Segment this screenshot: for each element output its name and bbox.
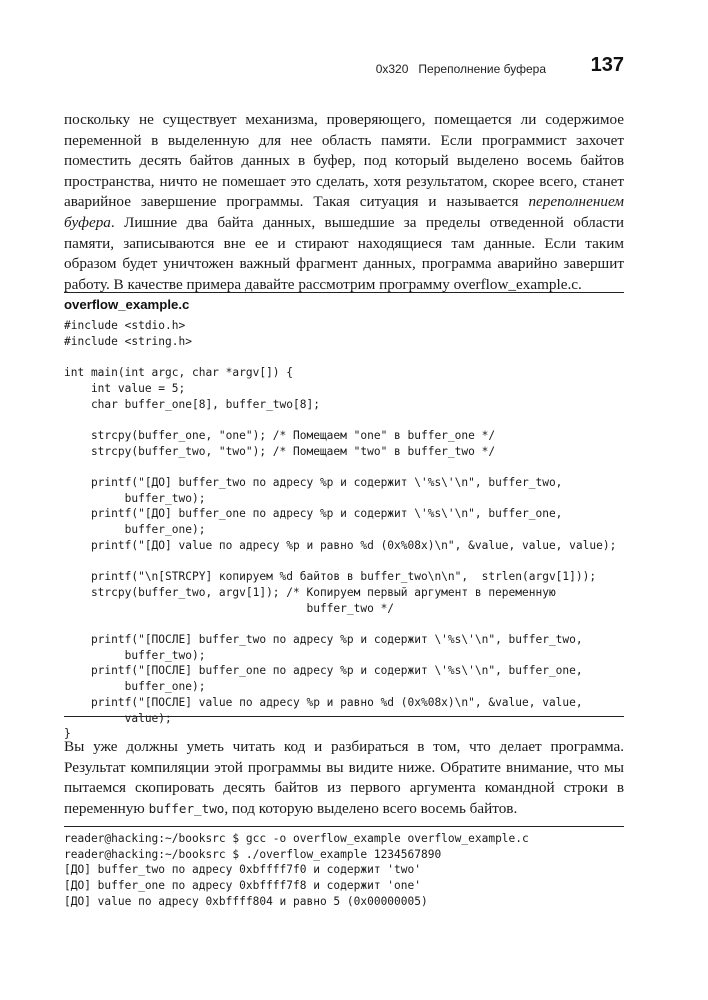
code-line: printf("[ДО] value по адресу %p и равно %d (0x%08x)\n", &value, value, value);	[64, 538, 617, 552]
code-line: buffer_two);	[64, 648, 206, 662]
code-line: #include <string.h>	[64, 334, 192, 348]
section-code: 0x320	[375, 62, 409, 76]
code-listing	[64, 318, 616, 742]
code-line: #include <stdio.h>	[64, 319, 186, 332]
terminal-output	[64, 831, 529, 910]
code-line: printf("[ДО] buffer_two по адресу %p и содержит \'%s\'\n", buffer_two,	[64, 476, 563, 490]
code-line: strcpy(buffer_two, "two"); /* Помещаем "two" в buffer_two */	[64, 444, 496, 458]
paragraph-text: Вы уже должны уметь читать код и разбираться в том, что делает программа. Результат компиляции этой программы вы видите ниже. Обратите внимание, что мы пытаемся скопировать десять байтов из первого аргумента командной строки в переменную	[64, 738, 624, 817]
body-paragraph-1	[64, 110, 624, 295]
terminal-line: reader@hacking:~/booksrc $ ./overflow_example 1234567890	[64, 847, 442, 861]
listing-bottom-rule	[64, 716, 624, 717]
terminal-line: [ДО] value по адресу 0xbffff804 и равно 5 (0x00000005)	[64, 894, 428, 908]
code-line: printf("[ПОСЛЕ] value по адресу %p и равно %d (0x%08x)\n", &value, value,	[64, 695, 583, 709]
running-header	[64, 52, 624, 80]
listing-top-rule	[64, 292, 624, 293]
code-line: strcpy(buffer_one, "one"); /* Помещаем "one" в buffer_one */	[64, 428, 496, 442]
paragraph-text: поскольку не существует механизма, проверяющего, помещается ли содержимое переменной в выделенную для нее область памяти. Если программист захочет поместить десять байтов данных в буфер, под который выделено восемь байтов пространства, ничто не помешает это сделать, хотя результатом, скорее всего, станет аварийное завершение программы. Такая ситуация и называется	[64, 111, 624, 211]
emphasis-term: переполнением буфера	[64, 193, 624, 231]
code-line: buffer_two);	[64, 491, 206, 505]
code-line: buffer_one);	[64, 523, 206, 537]
terminal-line: [ДО] buffer_two по адресу 0xbffff7f0 и содержит 'two'	[64, 863, 421, 877]
code-line: }	[64, 727, 71, 741]
code-line: int main(int argc, char *argv[]) {	[64, 366, 294, 380]
code-line: printf("[ПОСЛЕ] buffer_one по адресу %p и содержит \'%s\'\n", buffer_one,	[64, 664, 583, 678]
chapter-title: Переполнение буфера	[418, 62, 546, 76]
paragraph-text: , под которую выделено всего восемь байтов.	[224, 799, 518, 817]
code-line: buffer_one);	[64, 680, 206, 694]
terminal-top-rule	[64, 826, 624, 827]
running-header-title	[376, 62, 546, 76]
code-line: buffer_two */	[64, 601, 395, 615]
body-paragraph-2	[64, 737, 624, 819]
inline-code: buffer_two	[148, 800, 225, 816]
paragraph-text: . Лишние два байта данных, вышедшие за пределы отведенной области памяти, записываются вне ее и стирают находящиеся там данные. Если таким образом будет уничтожен важный фрагмент данных, программа аварийно завершит работу. В качестве примера давайте рассмотрим программу overflow_example.c.	[64, 213, 624, 293]
code-line: printf("[ДО] buffer_one по адресу %p и содержит \'%s\'\n", buffer_one,	[64, 507, 563, 521]
code-line: int value = 5;	[64, 381, 186, 395]
code-line: char buffer_one[8], buffer_two[8];	[64, 397, 320, 411]
code-line: printf("\n[STRCPY] копируем %d байтов в buffer_two\n\n", strlen(argv[1]));	[64, 570, 597, 584]
terminal-line: reader@hacking:~/booksrc $ gcc -o overflow_example overflow_example.c	[64, 832, 529, 845]
listing-title: overflow_example.c	[64, 297, 190, 312]
code-line: value);	[64, 711, 172, 725]
code-line: strcpy(buffer_two, argv[1]); /* Копируем первый аргумент в переменную	[64, 585, 556, 599]
code-line: printf("[ПОСЛЕ] buffer_two по адресу %p и содержит \'%s\'\n", buffer_two,	[64, 633, 583, 647]
terminal-line: [ДО] buffer_one по адресу 0xbffff7f8 и содержит 'one'	[64, 879, 421, 893]
page-number: 137	[590, 54, 624, 76]
